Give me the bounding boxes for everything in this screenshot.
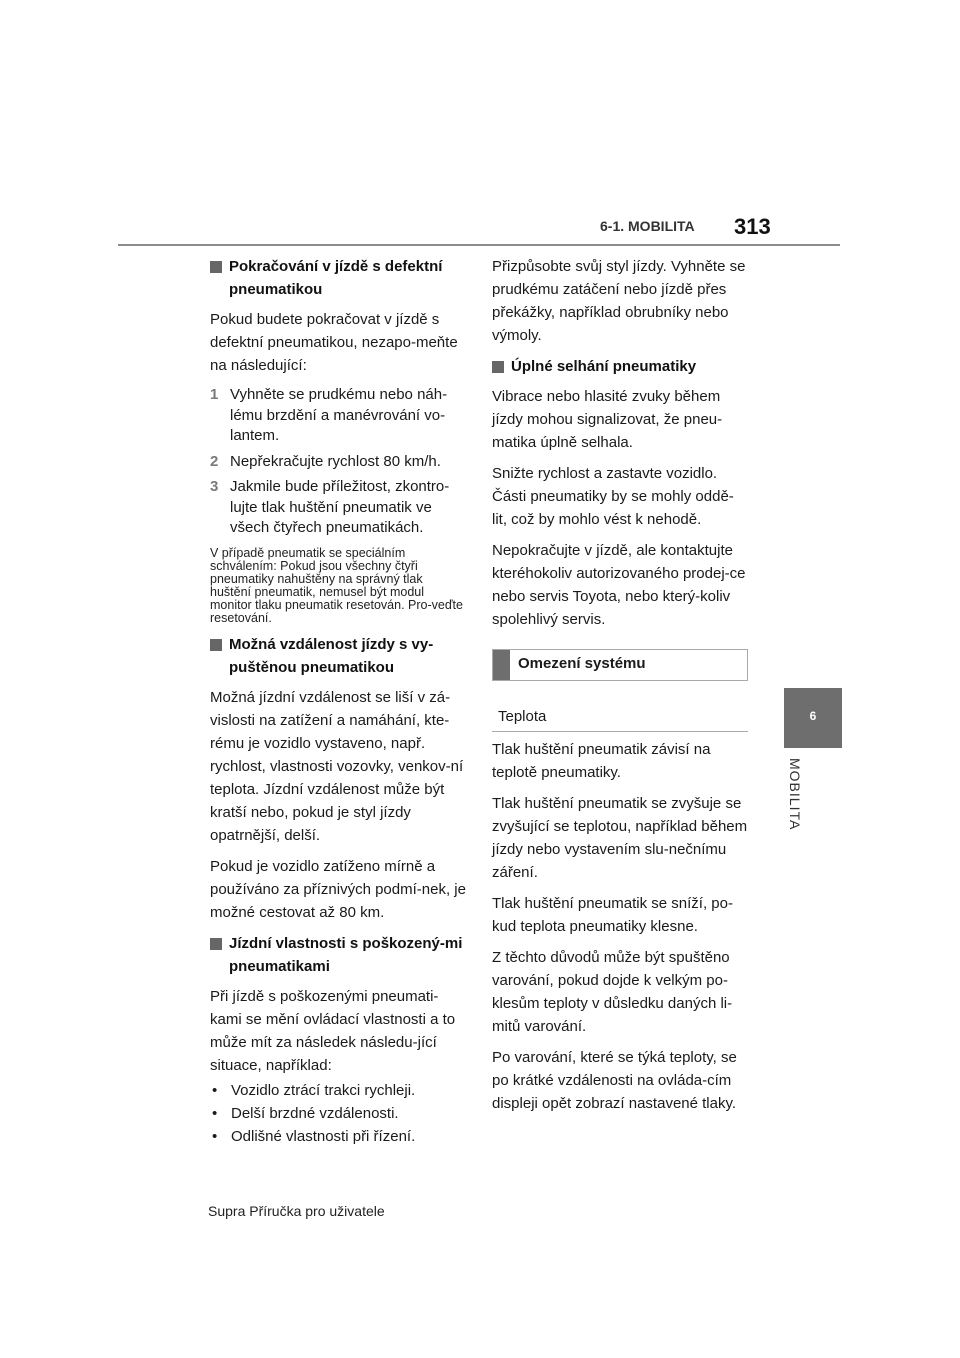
- heading-text: Možná vzdálenost jízdy s vy-puštěnou pneumatikou: [229, 635, 434, 676]
- list-item-text: Vozidlo ztrácí trakci rychleji.: [231, 1081, 416, 1099]
- section-heading: [492, 355, 748, 378]
- heading-text: Jízdní vlastnosti s poškozený-mi pneumatikami: [229, 934, 463, 975]
- paragraph: Z těchto důvodů může být spuštěno varování, pokud dojde k velkým po-klesům teploty v důsledku daných li-mitů varování.: [492, 949, 733, 1035]
- section-title: 6-1. MOBILITA: [600, 218, 695, 234]
- paragraph: Po varování, které se týká teploty, se po krátké vzdálenosti na ovláda-cím displeji opět zobrazí nastavené tlaky.: [492, 1049, 737, 1112]
- step-item: [210, 385, 466, 447]
- square-bullet-icon: [210, 639, 222, 651]
- box-title: Omezení systému: [518, 655, 646, 672]
- bullet-dot-icon: •: [212, 1104, 218, 1122]
- square-bullet-icon: [210, 938, 222, 950]
- square-bullet-icon: [492, 361, 504, 373]
- step-number: 1: [210, 386, 219, 403]
- paragraph: Tlak huštění pneumatik se sníží, po-kud teplota pneumatiky klesne.: [492, 895, 733, 935]
- list-item-text: Delší brzdné vzdálenosti.: [231, 1104, 399, 1122]
- square-bullet-icon: [210, 261, 222, 273]
- step-text: Jakmile bude příležitost, zkontro-lujte tlak huštění pneumatik ve všech čtyřech pneumatikách.: [230, 478, 450, 536]
- paragraph: Možná jízdní vzdálenost se liší v zá-vislosti na zatížení a namáhání, kte-rému je vozidlo vystaveno, např. rychlost, vlastnosti vozovky, venkov-ní teplota. Jízdní vzdálenost může být kratší nebo, pokud je styl jízdy opatrnější, delší.: [210, 688, 464, 844]
- step-number: 3: [210, 478, 219, 495]
- paragraph: Nepokračujte v jízdě, ale kontaktujte kteréhokoliv autorizovaného prodej-ce nebo servis Toyota, nebo který-koliv spolehlivý servis.: [492, 542, 746, 628]
- subheading: Teplota: [492, 703, 748, 732]
- paragraph: Tlak huštění pneumatik se zvyšuje se zvyšující se teplotou, například během jízdy nebo vystavením slu-nečnímu záření.: [492, 795, 748, 881]
- paragraph: Snižte rychlost a zastavte vozidlo. Části pneumatiky by se mohly oddě-lit, což by mohlo vést k nehodě.: [492, 465, 734, 528]
- step-item: [210, 477, 466, 539]
- footer-text: Supra Příručka pro uživatele: [208, 1203, 385, 1219]
- paragraph: Tlak huštění pneumatik závisí na teplotě pneumatiky.: [492, 741, 711, 781]
- heading-text: Úplné selhání pneumatiky: [511, 358, 697, 375]
- chapter-tab[interactable]: [784, 688, 842, 748]
- chapter-number: 6: [809, 709, 817, 723]
- note-text: V případě pneumatik se speciálním schválením: Pokud jsou všechny čtyři pneumatiky nahuštěny na správný tlak huštění pneumatik, nemusel být modul monitor tlaku pneumatik resetován. Pro-veďte resetování.: [210, 545, 463, 625]
- step-text: Nepřekračujte rychlost 80 km/h.: [230, 452, 441, 470]
- header-divider: [118, 244, 840, 246]
- step-number: 2: [210, 452, 219, 470]
- paragraph: Pokud je vozidlo zatíženo mírně a používáno za příznivých podmí-nek, je možné cestovat až 80 km.: [210, 857, 466, 921]
- numbered-steps: [210, 385, 466, 539]
- left-column: [210, 255, 466, 1148]
- step-text: Vyhněte se prudkému nebo náh-lému brzdění a manévrování vo-lantem.: [230, 386, 448, 444]
- section-heading: [210, 633, 466, 679]
- paragraph: Přizpůsobte svůj styl jízdy. Vyhněte se prudkému zatáčení nebo jízdě přes překážky, například obrubníky nebo výmoly.: [492, 258, 746, 344]
- list-item: [210, 1125, 466, 1148]
- list-item-text: Odlišné vlastnosti při řízení.: [231, 1127, 416, 1145]
- section-heading: [210, 932, 466, 978]
- chapter-label: MOBILITA: [787, 758, 803, 831]
- list-item: [210, 1079, 466, 1102]
- page-number: 313: [734, 214, 771, 239]
- step-item: [210, 452, 466, 473]
- system-limitations-box: [492, 649, 748, 681]
- paragraph: Pokud budete pokračovat v jízdě s defektní pneumatikou, nezapo-meňte na následující:: [210, 311, 458, 374]
- right-column: [492, 255, 748, 1123]
- paragraph: Vibrace nebo hlasité zvuky během jízdy mohou signalizovat, že pneu-matika úplně selhala.: [492, 388, 723, 451]
- list-item: [210, 1102, 466, 1125]
- bullet-list: [210, 1079, 466, 1148]
- box-accent-bar: [493, 650, 510, 680]
- paragraph: Při jízdě s poškozenými pneumati-kami se mění ovládací vlastnosti a to může mít za následek následu-jící situace, například:: [210, 987, 456, 1074]
- heading-text: Pokračování v jízdě s defektní pneumatikou: [229, 258, 443, 298]
- bullet-dot-icon: •: [212, 1081, 218, 1099]
- section-heading: [210, 255, 466, 301]
- bullet-dot-icon: •: [212, 1127, 218, 1145]
